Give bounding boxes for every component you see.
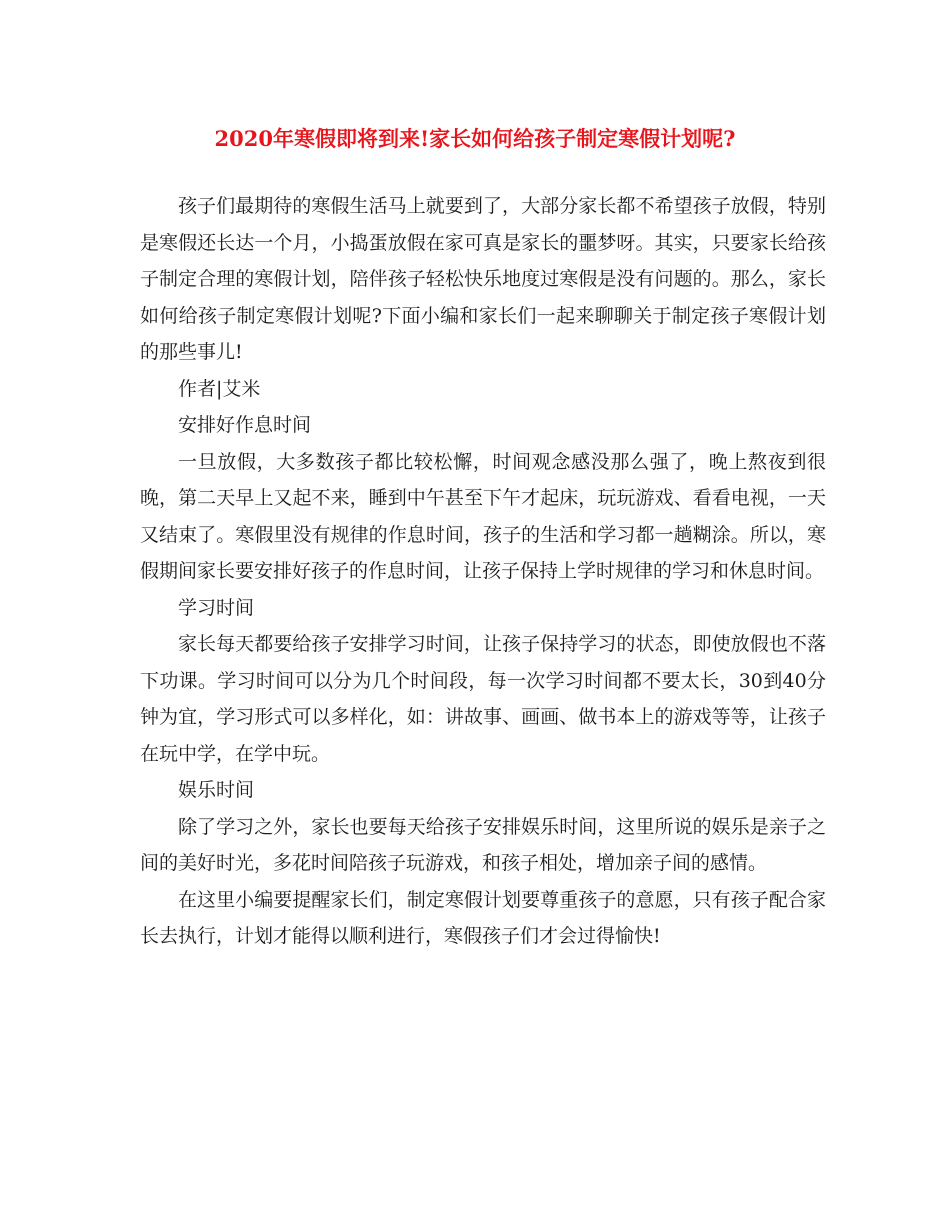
section-heading-entertainment: 娱乐时间 <box>178 779 255 801</box>
closing-paragraph: 在这里小编要提醒家长们，制定寒假计划要尊重孩子的意愿，只有孩子配合家长去执行，计划才能得以顺利进行，寒假孩子们才会过得愉快! <box>140 888 826 947</box>
section-heading-study: 学习时间 <box>178 596 255 619</box>
study-paragraph: 家长每天都要给孩子安排学习时间，让孩子保持学习的状态，即使放假也不落下功课。学习时间可以分为几个时间段，每一次学习时间都不要太长，30到40分钟为宜，学习形式可以多样化，如：讲故事、画画、做书本上的游戏等等，让孩子在玩中学，在学中玩。 <box>140 633 826 765</box>
intro-paragraph: 孩子们最期待的寒假生活马上就要到了，大部分家长都不希望孩子放假，特别是寒假还长达一个月，小捣蛋放假在家可真是家长的噩梦呀。其实，只要家长给孩子制定合理的寒假计划，陪伴孩子轻松快乐地度过寒假是没有问题的。那么，家长如何给孩子制定寒假计划呢?下面小编和家长们一起来聊聊关于制定孩子寒假计划的那些事儿! <box>140 195 826 363</box>
author-line: 作者|艾米 <box>178 377 261 400</box>
section-heading-schedule: 安排好作息时间 <box>178 414 312 436</box>
schedule-paragraph: 一旦放假，大多数孩子都比较松懈，时间观念感没那么强了，晚上熬夜到很晚，第二天早上又起不来，睡到中午甚至下午才起床，玩玩游戏、看看电视，一天又结束了。寒假里没有规律的作息时间，孩子的生活和学习都一趟糊涂。所以，寒假期间家长要安排好孩子的作息时间，让孩子保持上学时规律的学习和休息时间。 <box>140 450 826 582</box>
document-title: 2020年寒假即将到来!家长如何给孩子制定寒假计划呢? <box>214 126 736 151</box>
entertainment-paragraph: 除了学习之外，家长也要每天给孩子安排娱乐时间，这里所说的娱乐是亲子之间的美好时光，多花时间陪孩子玩游戏，和孩子相处，增加亲子间的感情。 <box>140 815 826 874</box>
document-body <box>140 188 826 955</box>
